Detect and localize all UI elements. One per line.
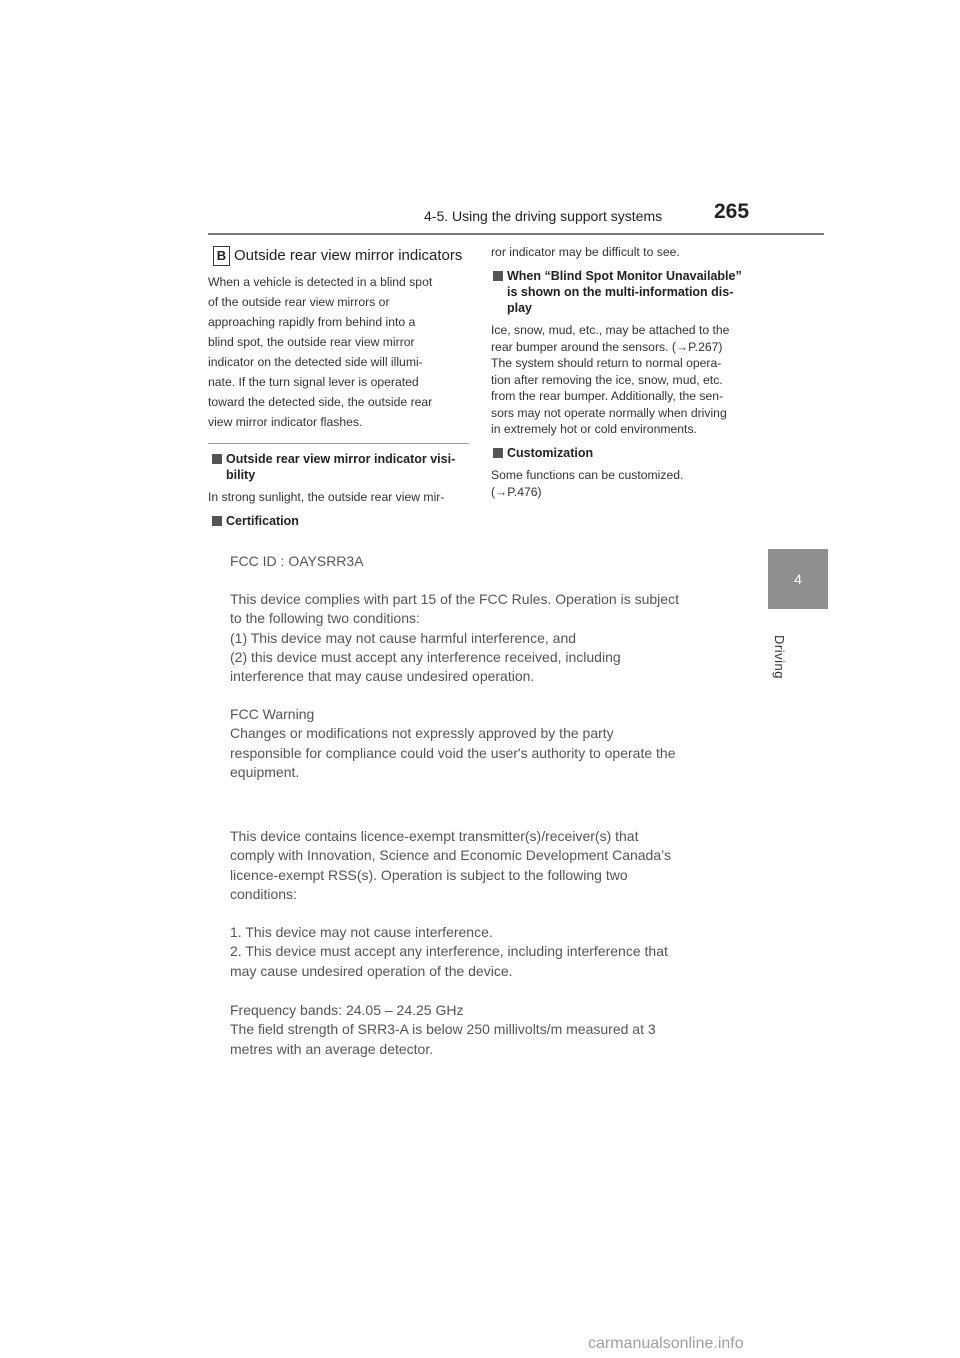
cert-line: This device contains licence-exempt transmitter(s)/receiver(s) that [230,828,639,844]
text-line: blind spot, the outside rear view mirror [208,335,415,349]
chapter-number: 4 [794,571,802,587]
text-line: Ice, snow, mud, etc., may be attached to the [491,323,730,337]
text-line: The system should return to normal opera- [491,356,722,370]
cert-line: metres with an average detector. [230,1040,434,1057]
cert-line: This device complies with part 15 of the FCC Rules. Operation is subject [230,591,679,607]
heading-line: is shown on the multi-information dis- [507,285,734,299]
cert-line: equipment. [230,763,300,780]
visibility-text: In strong sunlight, the outside rear view mir- [208,490,445,504]
text-line: approaching rapidly from behind into a [208,315,416,329]
indicator-paragraph [208,272,470,432]
customization-heading [493,445,593,461]
text-line: in extremely hot or cold environments. [491,422,697,436]
text-line: indicator on the detected side will illumi- [208,355,423,369]
heading-line: bility [226,468,256,482]
cert-line: FCC ID : OAYSRR3A [230,553,364,569]
cert-line: FCC Warning [230,706,315,722]
customization-text [491,467,761,500]
heading-text: Certification [226,514,299,528]
cert-line: Changes or modifications not expressly approved by the party [230,725,614,742]
header-section-title: 4-5. Using the driving support systems [424,208,663,224]
bsm-text [491,322,766,438]
continued-text: ror indicator may be difficult to see. [491,245,680,259]
cert-line: 2. This device must accept any interference, including interference that [230,943,668,960]
cert-line: may cause undesired operation of the device. [230,962,513,979]
heading-line: When “Blind Spot Monitor Unavailable” [507,269,742,283]
text-line: of the outside rear view mirrors or [208,295,390,309]
bsm-heading [493,268,763,316]
square-bullet-icon [493,448,503,458]
text-line: When a vehicle is detected in a blind spot [208,275,433,289]
text-line: sors may not operate normally when driving [491,405,727,420]
text-line: rear bumper around the sensors. (→P.267) [491,339,723,354]
text-line: Some functions can be customized. [491,468,684,482]
text-line: from the rear bumper. Additionally, the sen- [491,389,724,403]
watermark: carmanualsonline.info [588,1335,744,1352]
cert-line: responsible for compliance could void the user's authority to operate the [230,744,676,761]
cert-line: comply with Innovation, Science and Economic Development Canada’s [230,847,671,864]
fcc-warning-block [230,705,770,782]
heading-line: Outside rear view mirror indicator visi- [226,452,456,466]
frequency-block [230,1001,770,1059]
text-line: view mirror indicator flashes. [208,415,363,429]
cert-line: 1. This device may not cause interference. [230,924,493,940]
fcc-compliance-block [230,590,770,686]
cert-line: Frequency bands: 24.05 – 24.25 GHz [230,1002,464,1018]
certification-heading [212,513,299,529]
fcc-id-block [230,552,770,571]
text-line: nate. If the turn signal lever is operated [208,375,419,389]
cert-line: conditions: [230,885,297,902]
cert-line: The field strength of SRR3-A is below 250 millivolts/m measured at 3 [230,1021,656,1038]
square-bullet-icon [493,271,503,281]
conditions-block [230,923,770,981]
text-line: tion after removing the ice, snow, mud, etc. [491,372,723,387]
text-line: toward the detected side, the outside rear [208,395,433,409]
header-rule [208,233,824,235]
cert-line: (2) this device must accept any interference received, including [230,648,621,665]
cert-line: interference that may cause undesired operation. [230,668,535,685]
section-badge: B [213,246,230,266]
cert-line: licence-exempt RSS(s). Operation is subject to the following two [230,866,628,883]
canada-block [230,827,770,904]
chapter-label: Driving [772,635,787,679]
page-number: 265 [714,200,750,223]
visibility-heading [212,451,474,483]
heading-text: Customization [507,446,594,460]
column-rule [208,443,469,444]
heading-line: play [507,301,533,315]
cert-line: to the following two conditions: [230,610,420,627]
text-line: (→P.476) [491,484,542,499]
section-title: Outside rear view mirror indicators [234,247,463,264]
cert-line: (1) This device may not cause harmful interference, and [230,629,577,646]
square-bullet-icon [212,454,222,464]
square-bullet-icon [212,516,222,526]
